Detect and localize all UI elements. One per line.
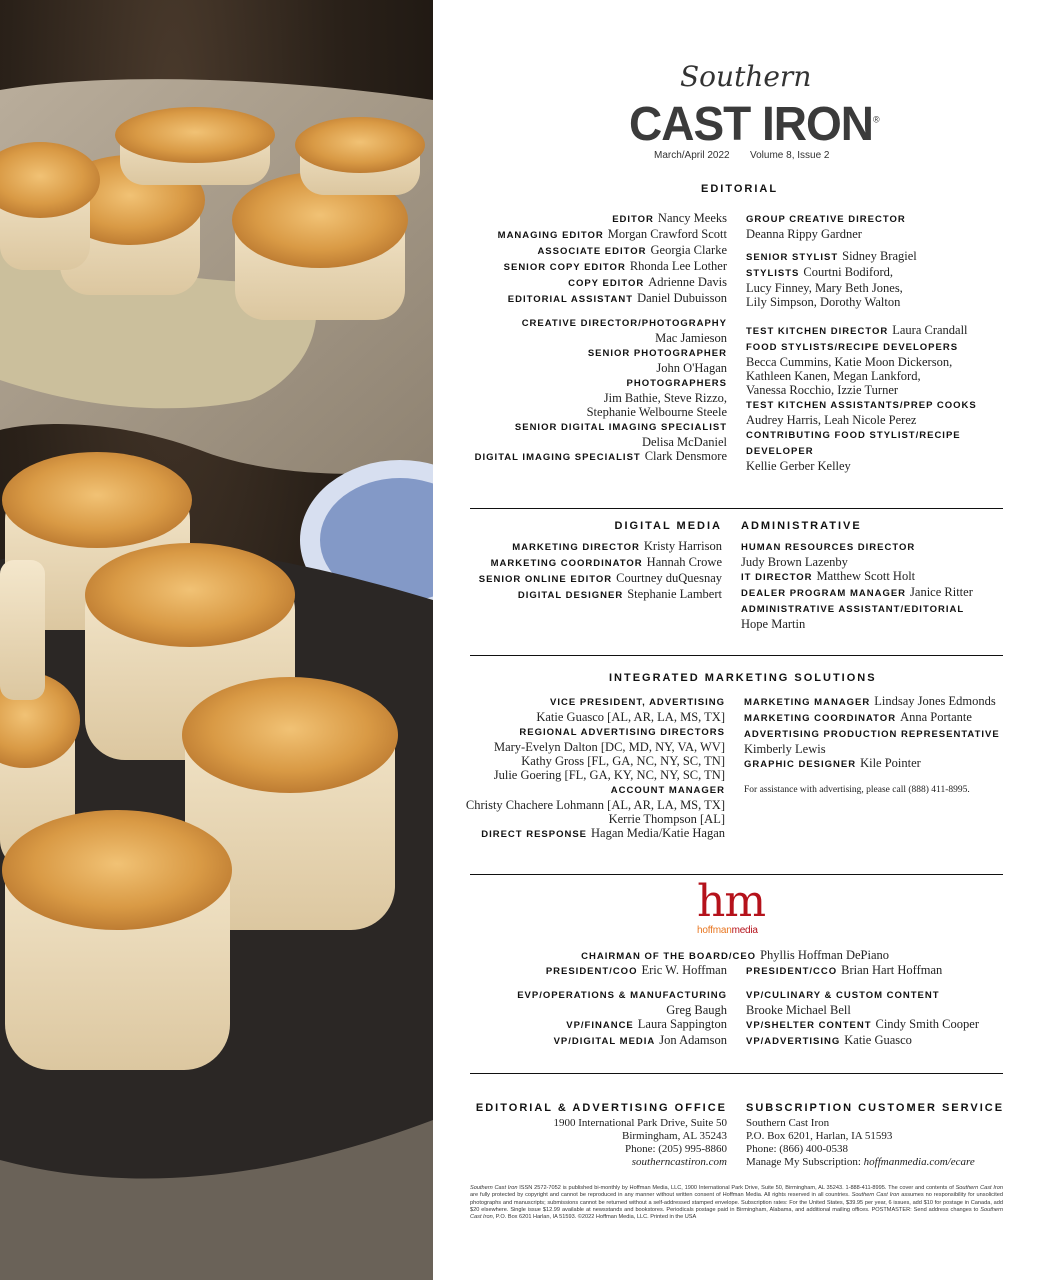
fine-print-pub-1: Southern Cast Iron bbox=[470, 1185, 518, 1191]
fine-print-text-3: assumes no responsibility for unsolicited photographs and manuscripts; submissions cannot be returned without a self-addressed stamped envelope. Subscription rates: For the United States, $39.95 per year, 6 issues, add $10 for postage in Canada, add $20 elsewhere. Single issue $12.99 available at newsstands and bookstores. Periodicals postage paid in Birmingham, Alabama, and additional mailing offices. POSTMASTER: Send address changes to bbox=[470, 1192, 1003, 1213]
credit-name: Lindsay Jones Edmonds bbox=[874, 694, 996, 708]
credit-entry bbox=[479, 539, 722, 555]
credit-name: Mary-Evelyn Dalton [DC, MD, NY, VA, WV] bbox=[493, 740, 725, 754]
credit-name: Hope Martin bbox=[741, 617, 806, 631]
credit-entry bbox=[466, 724, 725, 740]
ims-left-column bbox=[466, 694, 725, 842]
credit-name: Morgan Crawford Scott bbox=[607, 227, 727, 241]
credit-entry bbox=[466, 826, 725, 842]
fine-print-pub-4: Southern Cast Iron bbox=[470, 1206, 1003, 1221]
credit-entry bbox=[741, 569, 973, 585]
credit-role: STYLISTS bbox=[746, 268, 800, 279]
credit-name: Kathleen Kanen, Megan Lankford, bbox=[746, 369, 921, 383]
credit-name: Janice Ritter bbox=[910, 585, 973, 599]
office-line-1: 1900 International Park Drive, Suite 50 bbox=[553, 1117, 727, 1129]
credit-entry bbox=[475, 345, 727, 361]
office-website-link[interactable]: southerncastiron.com bbox=[631, 1156, 727, 1168]
credit-role: MANAGING EDITOR bbox=[497, 230, 604, 241]
ims-right-column bbox=[744, 694, 1000, 772]
credit-role: DIRECT RESPONSE bbox=[481, 829, 588, 840]
fine-print bbox=[470, 1185, 1003, 1221]
spacer bbox=[746, 979, 979, 987]
issue-volume: Volume 8, Issue 2 bbox=[750, 150, 830, 161]
credit-role: MARKETING DIRECTOR bbox=[512, 542, 640, 553]
credit-entry bbox=[746, 987, 979, 1003]
credit-name: Georgia Clarke bbox=[650, 243, 727, 257]
fine-print-text-2: are fully protected by copyright and cannot be reproduced in any manner without written consent of Hoffman Media. All rights reserved in all countries. bbox=[470, 1192, 852, 1199]
credit-entry bbox=[475, 419, 727, 435]
credit-role: FOOD STYLISTS/RECIPE DEVELOPERS bbox=[746, 342, 959, 353]
credit-role: EDITORIAL ASSISTANT bbox=[507, 294, 634, 305]
credit-name: Lucy Finney, Mary Beth Jones, bbox=[746, 281, 903, 295]
credit-name: Kile Pointer bbox=[860, 756, 921, 770]
credit-name: Brian Hart Hoffman bbox=[841, 963, 943, 977]
credit-name: Lily Simpson, Dorothy Walton bbox=[746, 295, 901, 309]
credit-name: Cindy Smith Cooper bbox=[875, 1017, 979, 1031]
credit-entry bbox=[498, 211, 727, 227]
credit-role: ADMINISTRATIVE ASSISTANT/EDITORIAL bbox=[741, 604, 965, 615]
credit-entry bbox=[746, 323, 977, 339]
subscription-address bbox=[746, 1117, 975, 1169]
credit-role: EVP/OPERATIONS & MANUFACTURING bbox=[517, 990, 727, 1001]
credit-entry bbox=[498, 275, 727, 291]
credit-name: Matthew Scott Holt bbox=[816, 569, 916, 583]
credit-role: GROUP CREATIVE DIRECTOR bbox=[746, 214, 906, 225]
credit-name: Nancy Meeks bbox=[657, 211, 727, 225]
office-phone: Phone: (205) 995-8860 bbox=[624, 1143, 727, 1155]
credit-name: Katie Guasco [AL, AR, LA, MS, TX] bbox=[536, 710, 725, 724]
issue-date: March/April 2022 bbox=[654, 150, 730, 161]
administrative-heading: ADMINISTRATIVE bbox=[741, 520, 862, 532]
credit-name: Greg Baugh bbox=[666, 1003, 727, 1017]
masthead-title bbox=[629, 95, 879, 152]
credit-name: Kellie Gerber Kelley bbox=[746, 459, 851, 473]
ims-advertising-note: For assistance with advertising, please call (888) 411-8995. bbox=[744, 785, 970, 795]
credit-role: ACCOUNT MANAGER bbox=[610, 785, 725, 796]
digital-media-column bbox=[479, 539, 722, 603]
credit-name: Eric W. Hoffman bbox=[641, 963, 727, 977]
credit-entry bbox=[517, 987, 727, 1003]
credit-role: SENIOR PHOTOGRAPHER bbox=[587, 348, 727, 359]
credit-name: Audrey Harris, Leah Nicole Perez bbox=[746, 413, 917, 427]
hm-logo-wordmark bbox=[697, 925, 758, 936]
editorial-left-column bbox=[498, 211, 727, 307]
credit-name: Judy Brown Lazenby bbox=[741, 555, 848, 569]
credit-name: Vanessa Rocchio, Izzie Turner bbox=[746, 383, 899, 397]
credit-role: MARKETING COORDINATOR bbox=[490, 558, 643, 569]
hoffman-left-column bbox=[517, 963, 727, 1049]
fine-print-pub-2: Southern Cast Iron bbox=[955, 1185, 1004, 1191]
credit-name: Jon Adamson bbox=[659, 1033, 727, 1047]
credit-name: Stephanie Lambert bbox=[627, 587, 722, 601]
credit-name: Courtney duQuesnay bbox=[616, 571, 722, 585]
credit-role: SENIOR STYLIST bbox=[746, 252, 839, 263]
hm-logo-word-hoffman: hoffman bbox=[697, 925, 732, 936]
credit-name: Jim Bathie, Steve Rizzo, bbox=[603, 391, 727, 405]
credit-entry bbox=[479, 587, 722, 603]
credit-role: ADVERTISING PRODUCTION REPRESENTATIVE bbox=[744, 729, 1000, 740]
credit-role: DIGITAL DESIGNER bbox=[517, 590, 624, 601]
credit-role: SENIOR COPY EDITOR bbox=[503, 262, 626, 273]
office-heading: EDITORIAL & ADVERTISING OFFICE bbox=[475, 1102, 727, 1114]
credit-name: Hannah Crowe bbox=[646, 555, 722, 569]
credit-name: Brooke Michael Bell bbox=[746, 1003, 851, 1017]
chairman-name: Phyllis Hoffman DePiano bbox=[760, 948, 889, 962]
credit-entry bbox=[741, 539, 973, 555]
credit-name: Kristy Harrison bbox=[643, 539, 722, 553]
spacer bbox=[517, 979, 727, 987]
credit-role: COPY EDITOR bbox=[568, 278, 645, 289]
editorial-heading: EDITORIAL bbox=[701, 183, 779, 195]
credit-role: IT DIRECTOR bbox=[741, 572, 813, 583]
spacer bbox=[746, 241, 917, 249]
office-line-2: Birmingham, AL 35243 bbox=[621, 1130, 727, 1142]
credit-entry bbox=[498, 259, 727, 275]
credit-name: Adrienne Davis bbox=[648, 275, 727, 289]
credit-entry bbox=[746, 427, 977, 443]
credit-entry bbox=[741, 601, 973, 617]
credit-name: John O'Hagan bbox=[656, 361, 727, 375]
credit-entry bbox=[741, 585, 973, 601]
credit-entry bbox=[746, 211, 917, 227]
credit-name: Kerrie Thompson [AL] bbox=[608, 812, 725, 826]
credit-role: MARKETING MANAGER bbox=[744, 697, 871, 708]
credit-entry bbox=[498, 243, 727, 259]
credit-name: Hagan Media/Katie Hagan bbox=[591, 826, 725, 840]
chairman-line bbox=[581, 948, 889, 964]
credit-role: PRESIDENT/COO bbox=[545, 966, 638, 977]
divider-1 bbox=[470, 508, 1003, 509]
credit-entry bbox=[746, 1033, 979, 1049]
credit-role: VP/FINANCE bbox=[566, 1020, 634, 1031]
credit-name: Katie Guasco bbox=[844, 1033, 912, 1047]
credit-name: Sidney Bragiel bbox=[842, 249, 917, 263]
credit-name: Delisa McDaniel bbox=[641, 435, 727, 449]
editorial-right-column bbox=[746, 211, 917, 309]
credit-entry bbox=[746, 265, 917, 281]
credit-role: DEALER PROGRAM MANAGER bbox=[741, 588, 907, 599]
credit-entry bbox=[466, 782, 725, 798]
credit-entry bbox=[475, 315, 727, 331]
credit-role: CREATIVE DIRECTOR/PHOTOGRAPHY bbox=[521, 318, 727, 329]
credit-entry bbox=[744, 726, 1000, 742]
credit-entry bbox=[744, 694, 1000, 710]
credit-role: REGIONAL ADVERTISING DIRECTORS bbox=[519, 727, 725, 738]
credit-name: Deanna Rippy Gardner bbox=[746, 227, 862, 241]
credit-role: ASSOCIATE EDITOR bbox=[537, 246, 647, 257]
credit-name: Stephanie Welbourne Steele bbox=[586, 405, 727, 419]
credit-role: VP/SHELTER CONTENT bbox=[746, 1020, 872, 1031]
credit-role: DIGITAL IMAGING SPECIALIST bbox=[474, 452, 641, 463]
fine-print-pub-3: Southern Cast Iron bbox=[851, 1192, 900, 1199]
credit-role: VP/ADVERTISING bbox=[746, 1036, 841, 1047]
subscription-heading: SUBSCRIPTION CUSTOMER SERVICE bbox=[746, 1102, 1005, 1114]
credit-role: SENIOR ONLINE EDITOR bbox=[478, 574, 613, 585]
credit-name: Laura Crandall bbox=[892, 323, 968, 337]
divider-3 bbox=[470, 874, 1003, 875]
credit-entry bbox=[479, 571, 722, 587]
credit-entry bbox=[466, 694, 725, 710]
subscription-phone: Phone: (866) 400-0538 bbox=[746, 1143, 849, 1155]
divider-4 bbox=[470, 1073, 1003, 1074]
biscuits-photo bbox=[0, 0, 433, 1280]
credit-role: TEST KITCHEN DIRECTOR bbox=[746, 326, 889, 337]
office-address bbox=[553, 1117, 727, 1169]
credit-entry bbox=[746, 963, 979, 979]
credit-entry bbox=[475, 375, 727, 391]
credit-name: Becca Cummins, Katie Moon Dickerson, bbox=[746, 355, 953, 369]
masthead-title-text: CAST IRON bbox=[629, 95, 873, 151]
credit-role: CONTRIBUTING FOOD STYLIST/RECIPE bbox=[746, 430, 961, 441]
masthead-script: Southern bbox=[680, 60, 812, 93]
credit-name: Kathy Gross [FL, GA, NC, NY, SC, TN] bbox=[521, 754, 725, 768]
credit-name: Laura Sappington bbox=[637, 1017, 727, 1031]
credit-role: VP/CULINARY & CUSTOM CONTENT bbox=[746, 990, 940, 1001]
credit-entry bbox=[744, 710, 1000, 726]
fine-print-text-4: , P.O. Box 6201 Harlan, IA 51593. ©2022 Hoffman Media, LLC. Printed in the USA bbox=[492, 1214, 697, 1221]
credit-role: EDITOR bbox=[612, 214, 654, 225]
credit-entry bbox=[746, 249, 917, 265]
hm-logo-letters: hm bbox=[697, 876, 766, 927]
credit-role: DEVELOPER bbox=[746, 446, 814, 457]
credit-role: HUMAN RESOURCES DIRECTOR bbox=[741, 542, 916, 553]
manage-subscription bbox=[746, 1156, 975, 1169]
credit-entry bbox=[746, 397, 977, 413]
credit-entry bbox=[475, 449, 727, 465]
manage-subscription-link[interactable]: hoffmanmedia.com/ecare bbox=[863, 1156, 975, 1168]
credit-entry bbox=[498, 227, 727, 243]
credit-role: VP/DIGITAL MEDIA bbox=[553, 1036, 656, 1047]
editorial-left-column-2 bbox=[475, 315, 727, 465]
biscuits-illustration bbox=[0, 0, 433, 1280]
hoffman-media-logo bbox=[697, 876, 787, 936]
credit-role: PHOTOGRAPHERS bbox=[626, 378, 727, 389]
credit-entry bbox=[744, 756, 1000, 772]
credit-name: Julie Goering [FL, GA, KY, NC, NY, SC, TN] bbox=[493, 768, 725, 782]
credit-role: GRAPHIC DESIGNER bbox=[744, 759, 857, 770]
credit-entry-role-cont bbox=[746, 443, 977, 459]
manage-subscription-label: Manage My Subscription: bbox=[746, 1156, 864, 1168]
credit-name: Christy Chachere Lohmann [AL, AR, LA, MS, TX] bbox=[465, 798, 725, 812]
credit-role: VICE PRESIDENT, ADVERTISING bbox=[550, 697, 725, 708]
divider-2 bbox=[470, 655, 1003, 656]
credit-name: Courtni Bodiford, bbox=[803, 265, 893, 279]
digital-media-heading: DIGITAL MEDIA bbox=[614, 520, 722, 532]
credit-entry bbox=[746, 1017, 979, 1033]
credit-entry bbox=[517, 1017, 727, 1033]
credit-role: PRESIDENT/CCO bbox=[746, 966, 838, 977]
credit-entry bbox=[746, 339, 977, 355]
credit-role: MARKETING COORDINATOR bbox=[744, 713, 897, 724]
hoffman-right-column bbox=[746, 963, 979, 1049]
credit-name: Daniel Dubuisson bbox=[637, 291, 727, 305]
ims-heading: INTEGRATED MARKETING SOLUTIONS bbox=[609, 672, 877, 684]
fine-print-text-1: ISSN 2572-7052 is published bi-monthly by Hoffman Media, LLC, 1900 International Park Drive, Suite 50, Birmingham, AL 35243. 1-888-411-8995. The cover and contents of bbox=[517, 1185, 956, 1191]
credit-name: Mac Jamieson bbox=[655, 331, 727, 345]
chairman-role: CHAIRMAN OF THE BOARD/CEO bbox=[581, 951, 757, 962]
registered-mark: ® bbox=[873, 114, 879, 125]
subscription-line-2: P.O. Box 6201, Harlan, IA 51593 bbox=[746, 1130, 893, 1142]
subscription-line-1: Southern Cast Iron bbox=[746, 1117, 830, 1129]
credit-name: Kimberly Lewis bbox=[744, 742, 826, 756]
credit-entry bbox=[517, 963, 727, 979]
credit-name: Anna Portante bbox=[900, 710, 972, 724]
credit-entry bbox=[498, 291, 727, 307]
credit-entry bbox=[479, 555, 722, 571]
administrative-column bbox=[741, 539, 973, 631]
credit-role: SENIOR DIGITAL IMAGING SPECIALIST bbox=[514, 422, 727, 433]
credit-name: Rhonda Lee Lother bbox=[629, 259, 727, 273]
editorial-right-column-2 bbox=[746, 323, 977, 473]
credit-name: Clark Densmore bbox=[644, 449, 727, 463]
credit-role: TEST KITCHEN ASSISTANTS/PREP COOKS bbox=[746, 400, 977, 411]
hm-logo-word-media: media bbox=[731, 925, 758, 936]
credit-entry bbox=[517, 1033, 727, 1049]
